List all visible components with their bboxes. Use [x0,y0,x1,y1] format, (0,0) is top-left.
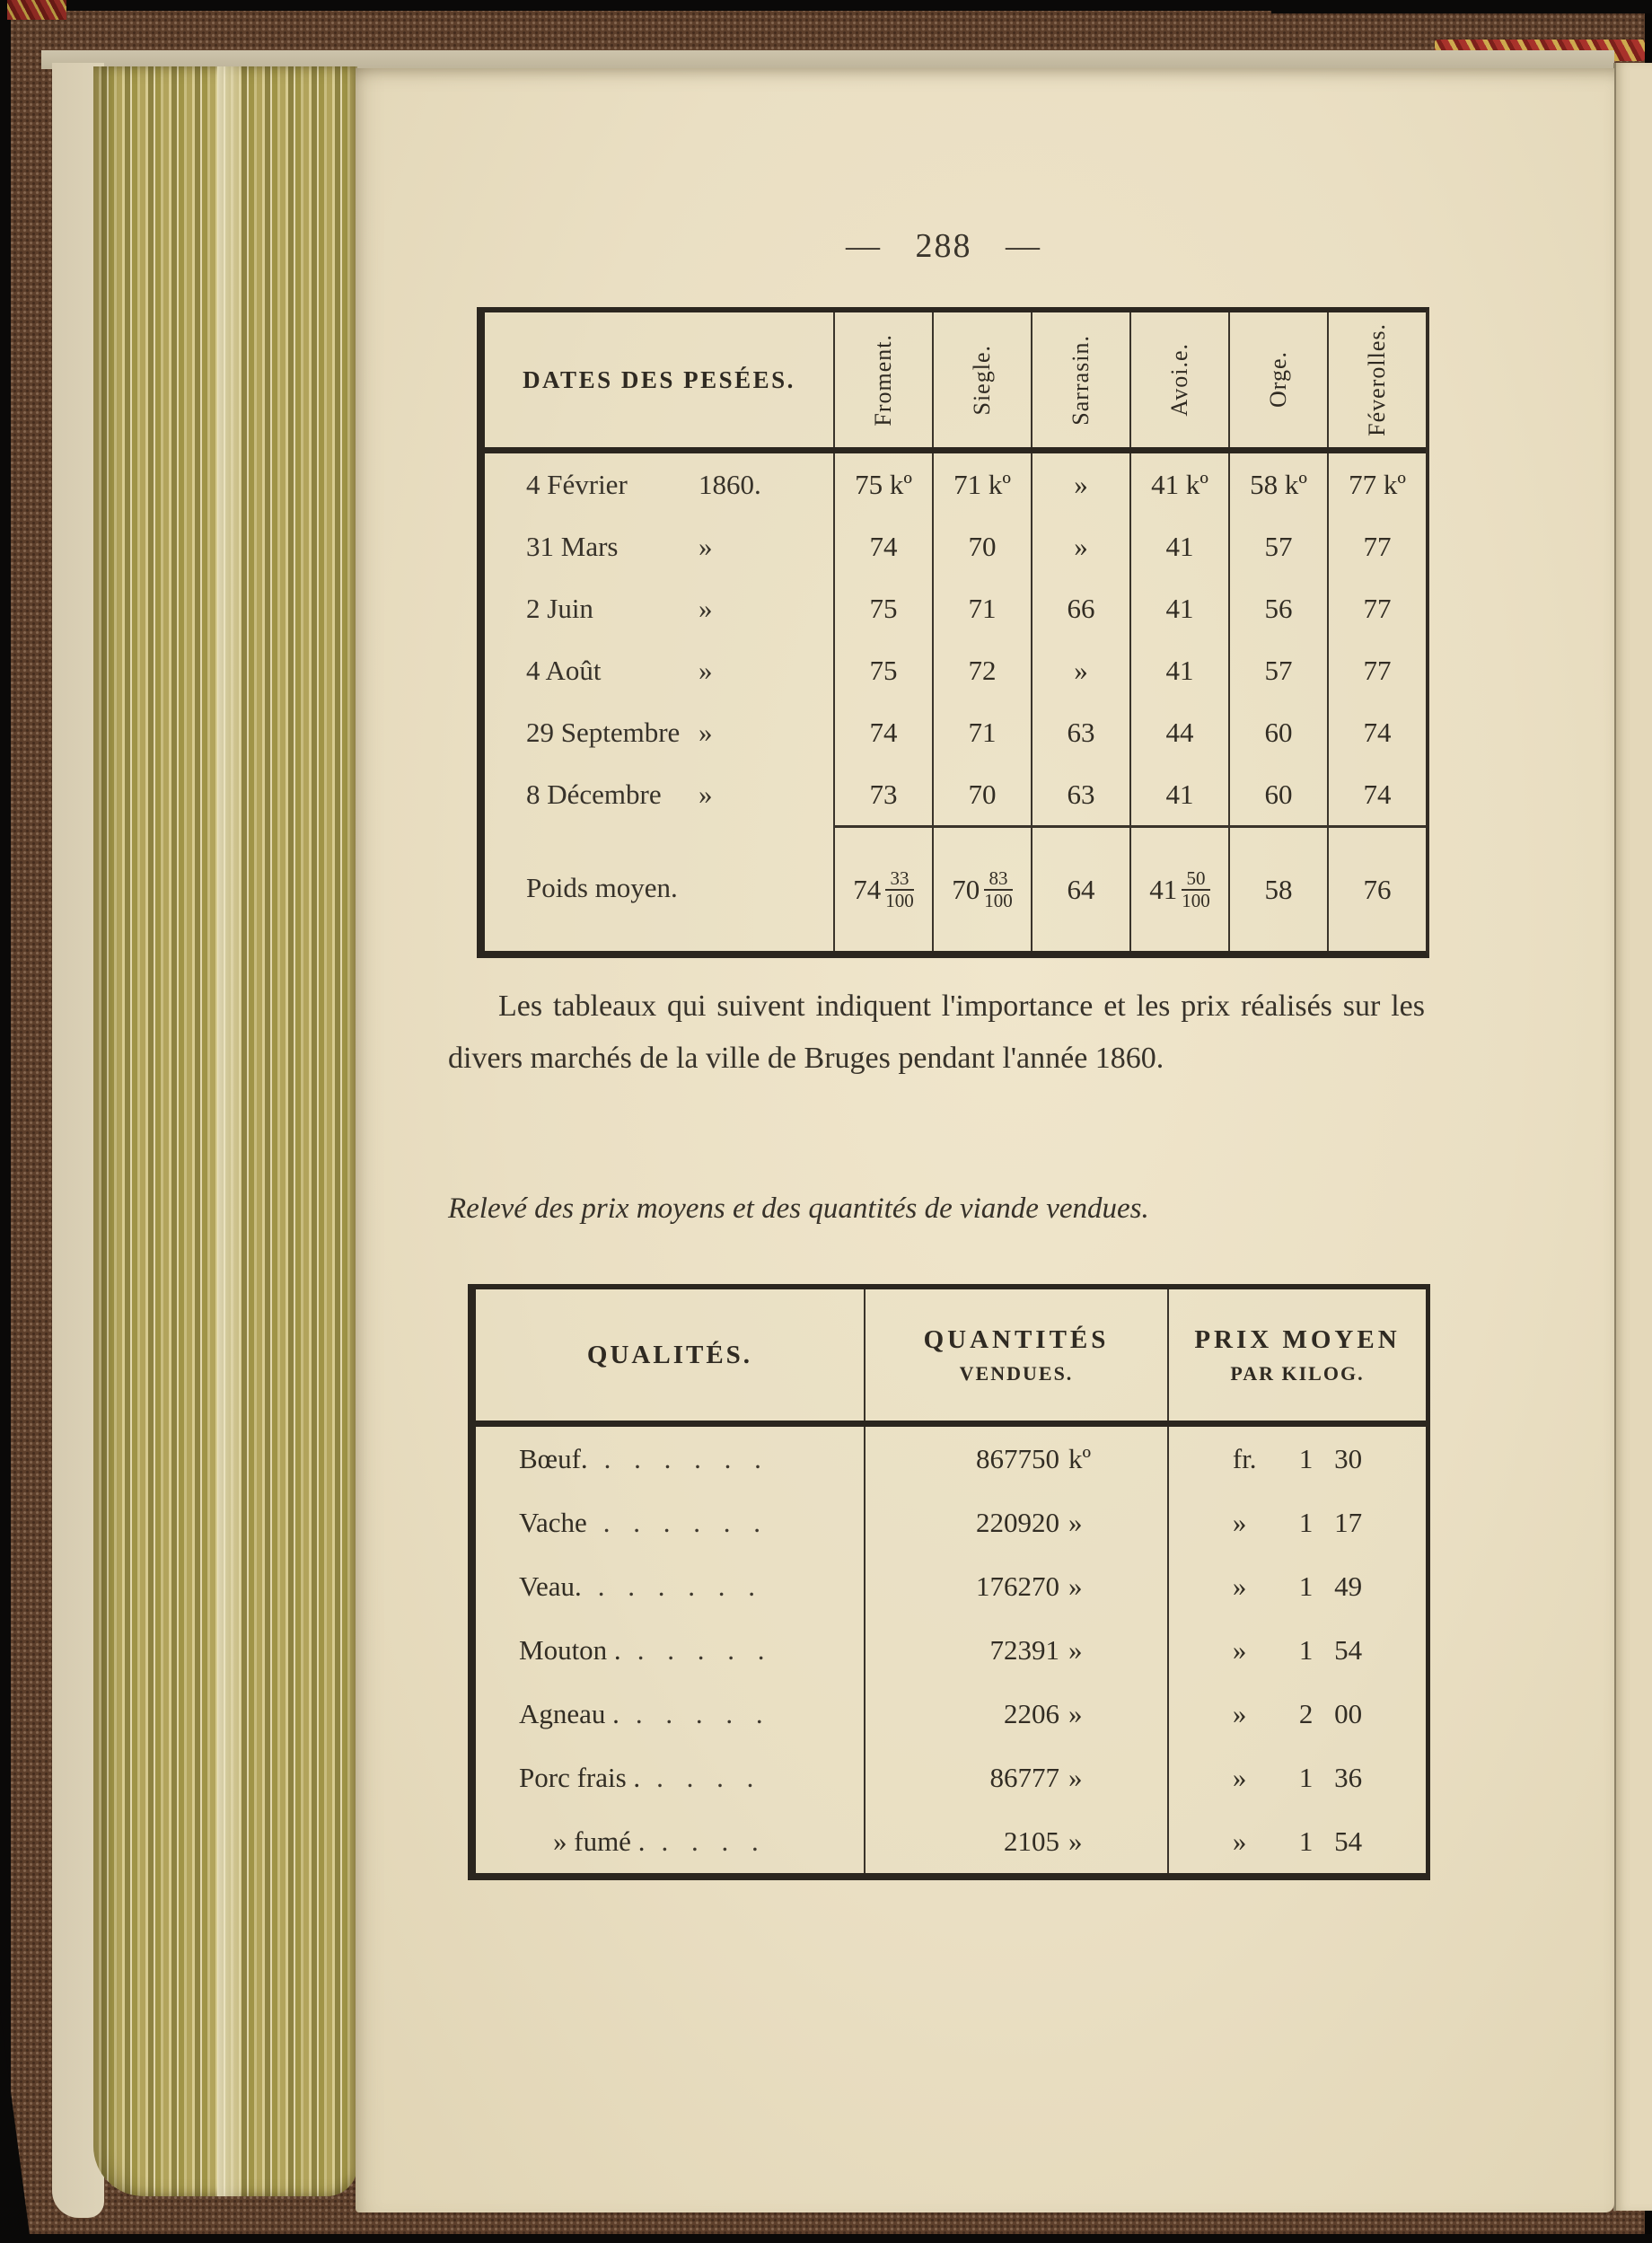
value-cell: 71 kº [932,453,1031,515]
column-header-dates: DATES DES PESÉES. [523,365,795,393]
table-row [485,701,1426,763]
meat-table [468,1284,1430,1880]
value-cell: 74 [1327,763,1426,825]
price-cell: fr. 1 30 [1167,1427,1426,1491]
average-value-cell: 70 $\frac{83}{100}$ [932,825,1031,951]
body-paragraph: Les tableaux qui suivent indiquent l'importance et les prix réalisés sur les divers marchés de la ville de Bruges pendant l'année 1860. [448,990,1425,1075]
quantity-cell: 867750 kº [864,1427,1167,1491]
value-cell: 63 [1031,701,1129,763]
value-cell: 60 [1228,701,1327,763]
table-row [476,1554,1426,1618]
quantity-cell: 86777 » [864,1746,1167,1809]
value-cell: 57 [1228,639,1327,701]
quality-cell: Veau. . . . . . . [519,1570,756,1602]
value-cell: 41 [1129,515,1228,577]
value-cell: 66 [1031,577,1129,639]
page-fore-edges [93,66,357,2196]
column-header-prix-moyen: PRIX MOYEN PAR KILOG. [1167,1289,1426,1421]
value-cell: 41 [1129,763,1228,825]
price-cell: » 2 00 [1167,1682,1426,1746]
facing-page-edge [1616,63,1652,2211]
quality-cell: Porc frais . . . . . [519,1761,755,1793]
value-cell: » [1031,453,1129,515]
price-cell: » 1 54 [1167,1618,1426,1682]
value-cell: 74 [1327,701,1426,763]
fraction: $\frac{33}{100}$ [885,866,914,911]
average-value-cell: 64 [1031,825,1129,951]
value-cell: 77 kº [1327,453,1426,515]
column-header-siegle: Siegle. [932,312,1031,447]
date-cell: 31 Mars » [526,530,713,562]
column-header-qualites: QUALITÉS. [586,1340,753,1369]
table-row [485,453,1426,515]
background-edge-bottom [0,2234,1652,2243]
price-cell: » 1 49 [1167,1554,1426,1618]
value-cell: 74 [833,701,932,763]
date-cell: 8 Décembre » [526,778,713,810]
leader-dots: . . . . [656,1761,755,1793]
average-value-cell: 58 [1228,825,1327,951]
page-number: — 288 — [846,227,1041,265]
value-cell: 75 kº [833,453,932,515]
price-cell: » 1 36 [1167,1746,1426,1809]
date-cell: 2 Juin » [526,592,713,624]
quality-cell: Vache . . . . . . [519,1506,761,1538]
column-header-orge: Orge. [1228,312,1327,447]
column-header-sarrasin: Sarrasin. [1031,312,1129,447]
quality-cell: Mouton . . . . . . [519,1633,766,1666]
table-row [485,763,1426,825]
average-value-cell: 76 [1327,825,1426,951]
value-cell: 75 [833,639,932,701]
weights-table-header [485,312,1426,453]
leader-dots: . . . . . [637,1633,766,1666]
table-row [476,1618,1426,1682]
background-edge-top-right [1271,0,1652,13]
price-cell: » 1 54 [1167,1809,1426,1873]
date-cell: 4 Février 1860. [526,468,761,500]
quality-cell: » fumé . . . . . [553,1825,760,1857]
table-row [476,1809,1426,1873]
average-value-cell: 41 $\frac{50}{100}$ [1129,825,1228,951]
fraction: $\frac{50}{100}$ [1182,866,1210,911]
table-row [485,639,1426,701]
fraction: $\frac{83}{100}$ [984,866,1013,911]
quantity-cell: 220920 » [864,1491,1167,1554]
table-row [476,1491,1426,1554]
value-cell: 70 [932,763,1031,825]
leader-dots: . . . . . [635,1697,764,1729]
value-cell: 71 [932,701,1031,763]
quality-cell: Agneau . . . . . . [519,1697,764,1729]
value-cell: 56 [1228,577,1327,639]
value-cell: 77 [1327,577,1426,639]
table-row [476,1682,1426,1746]
leader-dots: . . . . . . [603,1442,762,1474]
value-cell: 72 [932,639,1031,701]
value-cell: 57 [1228,515,1327,577]
quality-cell: Bœuf. . . . . . . [519,1442,762,1474]
leader-dots: . . . . [661,1825,760,1857]
value-cell: 70 [932,515,1031,577]
column-header-quantites: QUANTITÉS VENDUES. [864,1289,1167,1421]
table-row [485,577,1426,639]
fore-edge-highlight [217,66,241,2196]
leader-dots: . . . . . . [597,1570,756,1602]
quantity-cell: 72391 » [864,1618,1167,1682]
average-label: Poids moyen. [526,872,678,903]
average-row [485,825,1426,951]
value-cell: 41 [1129,639,1228,701]
quantity-cell: 2105 » [864,1809,1167,1873]
quantity-cell: 2206 » [864,1682,1167,1746]
table-row [476,1746,1426,1809]
value-cell: 58 kº [1228,453,1327,515]
weights-table [477,307,1429,958]
headband-left [7,0,66,20]
value-cell: 73 [833,763,932,825]
meat-table-header [476,1289,1426,1427]
leader-dots: . . . . . . [602,1506,761,1538]
table-row [476,1427,1426,1491]
scanned-page [356,68,1614,2212]
average-value-cell: 74 $\frac{33}{100}$ [833,825,932,951]
column-header-feverolles: Féverolles. [1327,312,1426,447]
background-edge-left [0,0,11,2243]
date-cell: 4 Août » [526,654,713,686]
value-cell: 41 [1129,577,1228,639]
column-header-froment: Froment. [833,312,932,447]
value-cell: » [1031,639,1129,701]
value-cell: 71 [932,577,1031,639]
value-cell: 60 [1228,763,1327,825]
value-cell: 77 [1327,515,1426,577]
value-cell: 77 [1327,639,1426,701]
value-cell: » [1031,515,1129,577]
price-cell: » 1 17 [1167,1491,1426,1554]
value-cell: 75 [833,577,932,639]
value-cell: 74 [833,515,932,577]
table-row [485,515,1426,577]
quantity-cell: 176270 » [864,1554,1167,1618]
table-subtitle: Relevé des prix moyens et des quantités de viande vendues. [448,1192,1149,1225]
value-cell: 44 [1129,701,1228,763]
column-header-avoine: Avoi.e. [1129,312,1228,447]
value-cell: 41 kº [1129,453,1228,515]
date-cell: 29 Septembre » [526,716,713,748]
value-cell: 63 [1031,763,1129,825]
